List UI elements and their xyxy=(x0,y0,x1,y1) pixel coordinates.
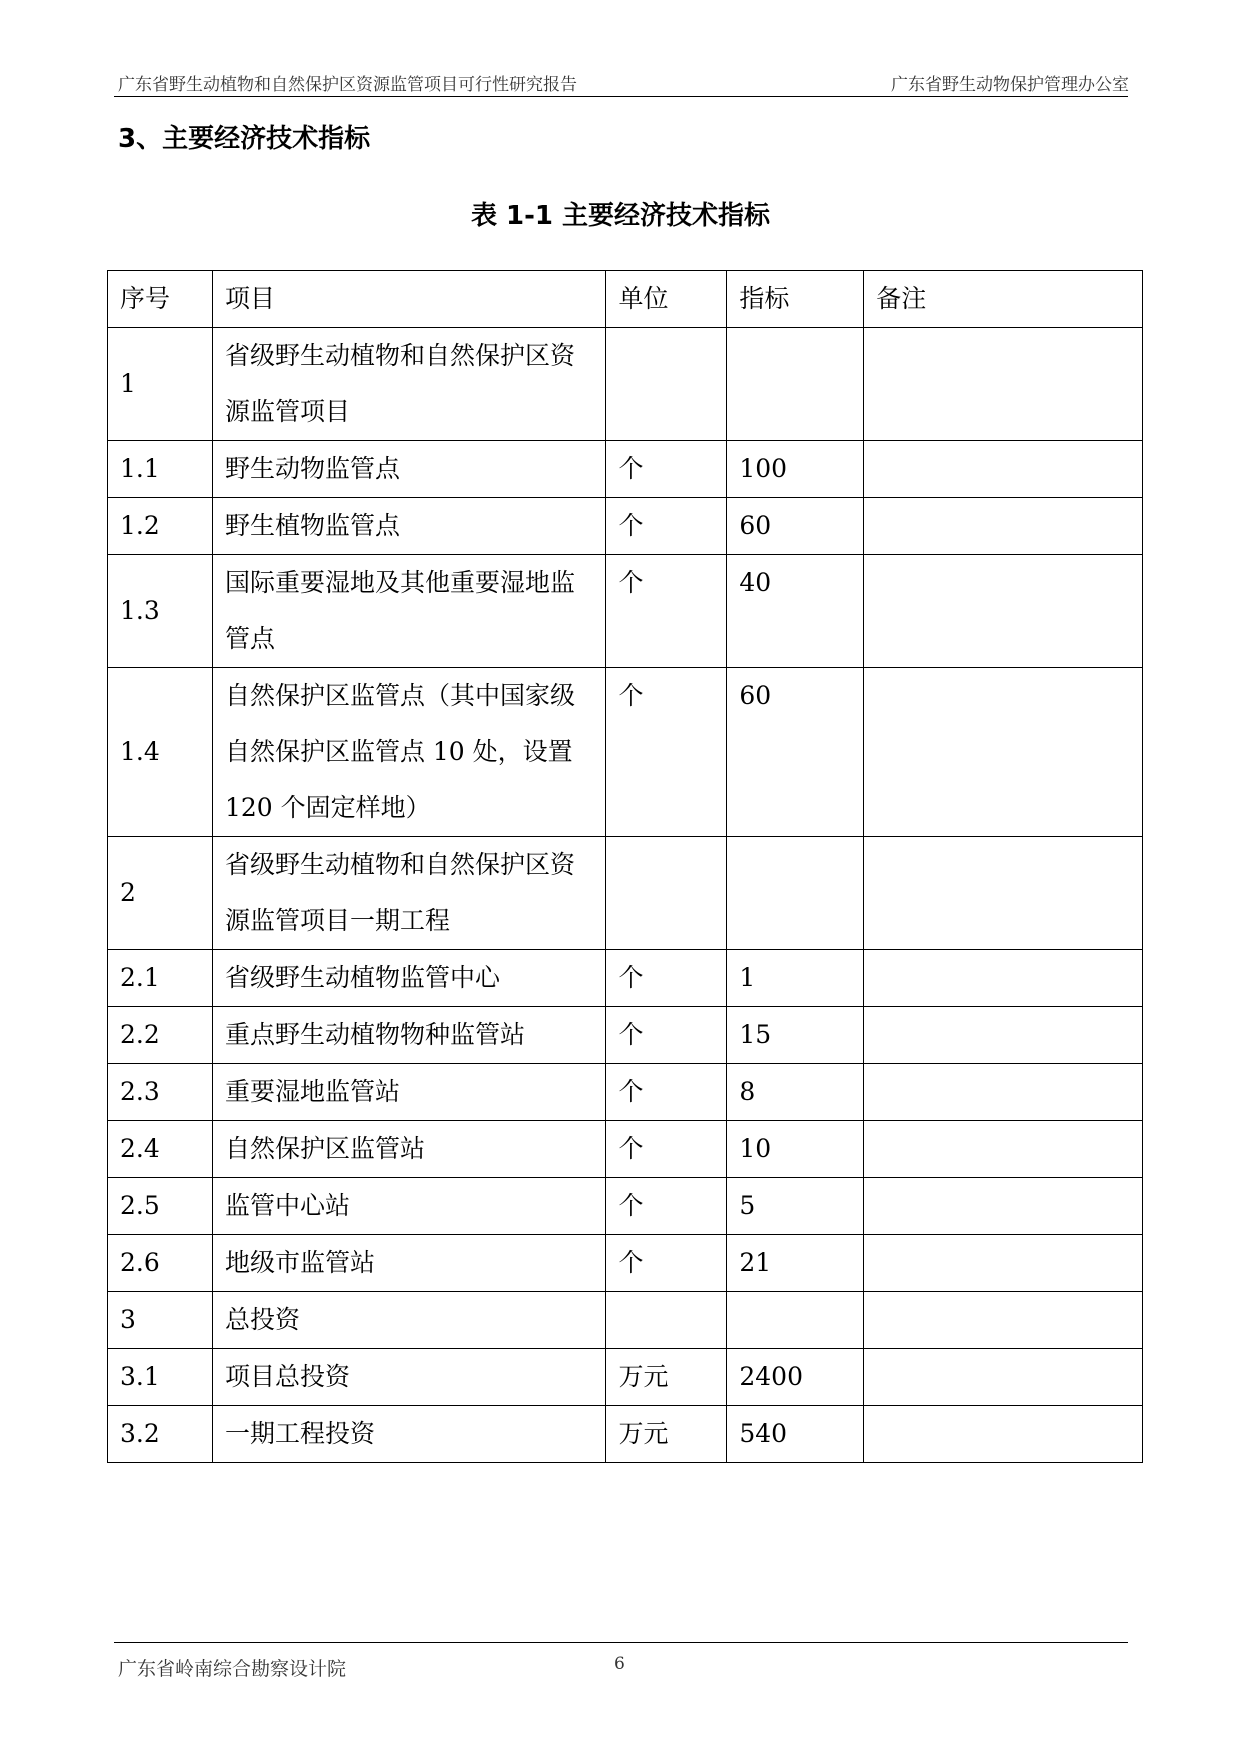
row-unit: 万元 xyxy=(606,1406,727,1463)
row-value: 540 xyxy=(727,1406,864,1463)
table-header-row xyxy=(108,271,1143,328)
row-note xyxy=(864,1064,1143,1121)
row-note xyxy=(864,328,1143,441)
row-unit: 个 xyxy=(606,1121,727,1178)
table-row xyxy=(108,837,1143,950)
row-note xyxy=(864,555,1143,668)
row-value xyxy=(727,837,864,950)
table-row xyxy=(108,668,1143,837)
row-value: 5 xyxy=(727,1178,864,1235)
table-row xyxy=(108,1235,1143,1292)
row-item: 监管中心站 xyxy=(212,1178,606,1235)
row-unit: 个 xyxy=(606,668,727,837)
row-no: 1.2 xyxy=(108,498,213,555)
row-item: 国际重要湿地及其他重要湿地监管点 xyxy=(212,555,606,668)
indicators-table xyxy=(107,270,1143,1463)
row-unit: 个 xyxy=(606,498,727,555)
row-item: 自然保护区监管站 xyxy=(212,1121,606,1178)
table-row xyxy=(108,1292,1143,1349)
row-value: 40 xyxy=(727,555,864,668)
table-row xyxy=(108,328,1143,441)
row-no: 2.6 xyxy=(108,1235,213,1292)
row-item: 重要湿地监管站 xyxy=(212,1064,606,1121)
row-item: 野生动物监管点 xyxy=(212,441,606,498)
row-unit: 个 xyxy=(606,555,727,668)
running-header-title: 广东省野生动植物和自然保护区资源监管项目可行性研究报告 xyxy=(118,75,577,95)
page-number: 6 xyxy=(614,1654,625,1674)
header-item: 项目 xyxy=(212,271,606,328)
row-item: 总投资 xyxy=(212,1292,606,1349)
row-value: 15 xyxy=(727,1007,864,1064)
row-item: 自然保护区监管点（其中国家级自然保护区监管点 10 处，设置 120 个固定样地） xyxy=(212,668,606,837)
header-no: 序号 xyxy=(108,271,213,328)
row-unit: 个 xyxy=(606,1235,727,1292)
row-note xyxy=(864,441,1143,498)
row-value: 60 xyxy=(727,668,864,837)
row-no: 2.3 xyxy=(108,1064,213,1121)
row-note xyxy=(864,498,1143,555)
table-row xyxy=(108,950,1143,1007)
table-row xyxy=(108,1406,1143,1463)
row-no: 2.4 xyxy=(108,1121,213,1178)
row-item: 省级野生动植物监管中心 xyxy=(212,950,606,1007)
row-value: 1 xyxy=(727,950,864,1007)
table-caption: 表 1-1 主要经济技术指标 xyxy=(470,201,771,231)
table-row xyxy=(108,1007,1143,1064)
row-no: 1.3 xyxy=(108,555,213,668)
running-header-office: 广东省野生动物保护管理办公室 xyxy=(891,75,1129,95)
table-row xyxy=(108,498,1143,555)
row-unit: 个 xyxy=(606,1178,727,1235)
row-no: 3.2 xyxy=(108,1406,213,1463)
header-value: 指标 xyxy=(727,271,864,328)
row-unit: 万元 xyxy=(606,1349,727,1406)
row-value xyxy=(727,1292,864,1349)
row-note xyxy=(864,1121,1143,1178)
row-unit: 个 xyxy=(606,1007,727,1064)
section-title: 3、主要经济技术指标 xyxy=(118,124,371,154)
row-note xyxy=(864,1007,1143,1064)
row-value: 2400 xyxy=(727,1349,864,1406)
row-item: 省级野生动植物和自然保护区资源监管项目一期工程 xyxy=(212,837,606,950)
footer-rule xyxy=(114,1642,1128,1643)
row-value xyxy=(727,328,864,441)
header-unit: 单位 xyxy=(606,271,727,328)
table-row xyxy=(108,1178,1143,1235)
row-note xyxy=(864,1178,1143,1235)
row-note xyxy=(864,1235,1143,1292)
row-unit xyxy=(606,837,727,950)
row-note xyxy=(864,1349,1143,1406)
row-no: 1.4 xyxy=(108,668,213,837)
row-no: 1.1 xyxy=(108,441,213,498)
row-item: 野生植物监管点 xyxy=(212,498,606,555)
table-row xyxy=(108,1064,1143,1121)
row-value: 8 xyxy=(727,1064,864,1121)
row-note xyxy=(864,837,1143,950)
footer-organization: 广东省岭南综合勘察设计院 xyxy=(118,1658,347,1680)
row-note xyxy=(864,1292,1143,1349)
table-row xyxy=(108,441,1143,498)
row-unit: 个 xyxy=(606,441,727,498)
row-note xyxy=(864,668,1143,837)
row-unit: 个 xyxy=(606,950,727,1007)
row-item: 省级野生动植物和自然保护区资源监管项目 xyxy=(212,328,606,441)
row-note xyxy=(864,950,1143,1007)
row-item: 重点野生动植物物种监管站 xyxy=(212,1007,606,1064)
row-value: 21 xyxy=(727,1235,864,1292)
row-value: 100 xyxy=(727,441,864,498)
row-unit xyxy=(606,1292,727,1349)
row-item: 项目总投资 xyxy=(212,1349,606,1406)
table-body xyxy=(108,328,1143,1463)
header-note: 备注 xyxy=(864,271,1143,328)
row-note xyxy=(864,1406,1143,1463)
row-no: 2.2 xyxy=(108,1007,213,1064)
row-no: 3.1 xyxy=(108,1349,213,1406)
row-value: 60 xyxy=(727,498,864,555)
row-item: 一期工程投资 xyxy=(212,1406,606,1463)
row-no: 2 xyxy=(108,837,213,950)
header-rule xyxy=(114,96,1128,97)
row-no: 1 xyxy=(108,328,213,441)
row-item: 地级市监管站 xyxy=(212,1235,606,1292)
row-no: 3 xyxy=(108,1292,213,1349)
table-row xyxy=(108,1121,1143,1178)
row-no: 2.1 xyxy=(108,950,213,1007)
row-value: 10 xyxy=(727,1121,864,1178)
table-row xyxy=(108,1349,1143,1406)
row-no: 2.5 xyxy=(108,1178,213,1235)
table-row xyxy=(108,555,1143,668)
row-unit xyxy=(606,328,727,441)
row-unit: 个 xyxy=(606,1064,727,1121)
